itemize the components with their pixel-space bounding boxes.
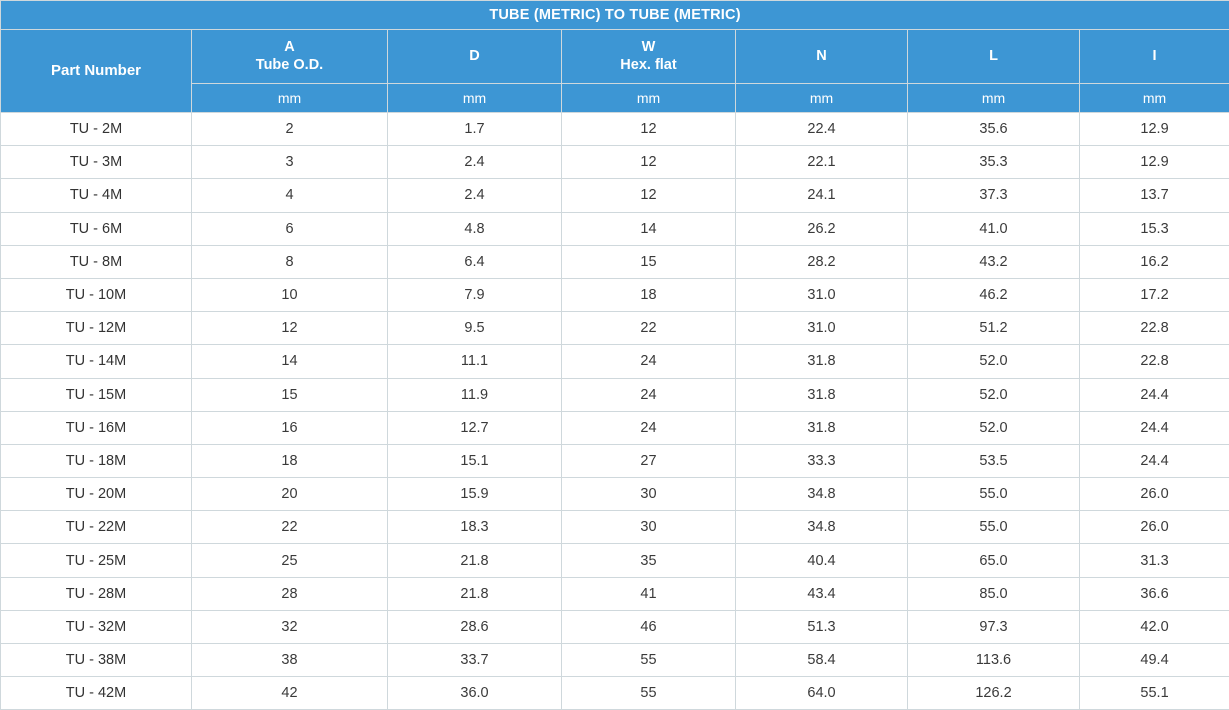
cell-d: 15.1 xyxy=(388,444,562,477)
cell-part-number: TU - 18M xyxy=(1,444,192,477)
cell-d: 36.0 xyxy=(388,677,562,710)
cell-l: 51.2 xyxy=(908,312,1080,345)
cell-l: 52.0 xyxy=(908,411,1080,444)
cell-w: 18 xyxy=(562,278,736,311)
table-row xyxy=(1,378,1229,411)
cell-part-number: TU - 10M xyxy=(1,278,192,311)
column-header-i xyxy=(1080,30,1229,84)
cell-a: 15 xyxy=(192,378,388,411)
cell-l: 35.6 xyxy=(908,113,1080,146)
cell-l: 113.6 xyxy=(908,644,1080,677)
cell-l: 97.3 xyxy=(908,610,1080,643)
table-row xyxy=(1,511,1229,544)
cell-part-number: TU - 8M xyxy=(1,245,192,278)
cell-l: 46.2 xyxy=(908,278,1080,311)
cell-i: 22.8 xyxy=(1080,345,1229,378)
unit-i: mm xyxy=(1080,84,1229,113)
table-body xyxy=(1,113,1229,710)
cell-n: 31.8 xyxy=(736,411,908,444)
cell-l: 52.0 xyxy=(908,378,1080,411)
cell-a: 28 xyxy=(192,577,388,610)
column-header-n xyxy=(736,30,908,84)
column-header-w xyxy=(562,30,736,84)
cell-i: 24.4 xyxy=(1080,444,1229,477)
cell-w: 55 xyxy=(562,677,736,710)
cell-l: 126.2 xyxy=(908,677,1080,710)
cell-n: 58.4 xyxy=(736,644,908,677)
cell-part-number: TU - 12M xyxy=(1,312,192,345)
cell-w: 24 xyxy=(562,411,736,444)
cell-a: 10 xyxy=(192,278,388,311)
table-row xyxy=(1,478,1229,511)
table-row xyxy=(1,644,1229,677)
cell-d: 33.7 xyxy=(388,644,562,677)
cell-w: 12 xyxy=(562,146,736,179)
cell-i: 36.6 xyxy=(1080,577,1229,610)
column-header-w-sublabel: Hex. flat xyxy=(562,57,735,75)
cell-i: 55.1 xyxy=(1080,677,1229,710)
cell-i: 15.3 xyxy=(1080,212,1229,245)
cell-d: 9.5 xyxy=(388,312,562,345)
cell-d: 4.8 xyxy=(388,212,562,245)
cell-d: 7.9 xyxy=(388,278,562,311)
table-row xyxy=(1,278,1229,311)
cell-i: 12.9 xyxy=(1080,113,1229,146)
cell-n: 28.2 xyxy=(736,245,908,278)
cell-part-number: TU - 4M xyxy=(1,179,192,212)
cell-w: 55 xyxy=(562,644,736,677)
unit-l: mm xyxy=(908,84,1080,113)
cell-d: 11.1 xyxy=(388,345,562,378)
cell-w: 24 xyxy=(562,378,736,411)
column-header-l xyxy=(908,30,1080,84)
cell-l: 85.0 xyxy=(908,577,1080,610)
cell-n: 31.0 xyxy=(736,312,908,345)
column-header-n-label: N xyxy=(816,48,826,64)
cell-w: 12 xyxy=(562,113,736,146)
column-header-d xyxy=(388,30,562,84)
cell-l: 35.3 xyxy=(908,146,1080,179)
table-row xyxy=(1,245,1229,278)
cell-w: 30 xyxy=(562,478,736,511)
cell-a: 6 xyxy=(192,212,388,245)
table-row xyxy=(1,312,1229,345)
cell-d: 6.4 xyxy=(388,245,562,278)
table-row xyxy=(1,345,1229,378)
cell-a: 12 xyxy=(192,312,388,345)
cell-a: 20 xyxy=(192,478,388,511)
cell-n: 40.4 xyxy=(736,544,908,577)
table-header xyxy=(1,1,1229,113)
cell-a: 4 xyxy=(192,179,388,212)
cell-w: 35 xyxy=(562,544,736,577)
unit-n: mm xyxy=(736,84,908,113)
cell-i: 31.3 xyxy=(1080,544,1229,577)
cell-l: 43.2 xyxy=(908,245,1080,278)
cell-n: 43.4 xyxy=(736,577,908,610)
cell-d: 12.7 xyxy=(388,411,562,444)
cell-n: 31.8 xyxy=(736,378,908,411)
cell-part-number: TU - 32M xyxy=(1,610,192,643)
cell-w: 24 xyxy=(562,345,736,378)
column-header-a-label: A xyxy=(284,39,294,55)
cell-a: 8 xyxy=(192,245,388,278)
cell-a: 32 xyxy=(192,610,388,643)
unit-a: mm xyxy=(192,84,388,113)
cell-part-number: TU - 15M xyxy=(1,378,192,411)
cell-a: 25 xyxy=(192,544,388,577)
cell-i: 16.2 xyxy=(1080,245,1229,278)
cell-n: 51.3 xyxy=(736,610,908,643)
table-row xyxy=(1,610,1229,643)
cell-a: 42 xyxy=(192,677,388,710)
table-row xyxy=(1,146,1229,179)
cell-l: 55.0 xyxy=(908,511,1080,544)
cell-l: 37.3 xyxy=(908,179,1080,212)
cell-part-number: TU - 20M xyxy=(1,478,192,511)
table-row xyxy=(1,113,1229,146)
cell-i: 42.0 xyxy=(1080,610,1229,643)
cell-l: 52.0 xyxy=(908,345,1080,378)
cell-part-number: TU - 38M xyxy=(1,644,192,677)
cell-a: 3 xyxy=(192,146,388,179)
column-header-d-label: D xyxy=(469,48,479,64)
cell-n: 22.4 xyxy=(736,113,908,146)
table-row xyxy=(1,444,1229,477)
cell-i: 26.0 xyxy=(1080,478,1229,511)
table-row xyxy=(1,577,1229,610)
cell-d: 18.3 xyxy=(388,511,562,544)
cell-i: 12.9 xyxy=(1080,146,1229,179)
cell-w: 46 xyxy=(562,610,736,643)
table-row xyxy=(1,212,1229,245)
cell-d: 21.8 xyxy=(388,577,562,610)
cell-i: 24.4 xyxy=(1080,378,1229,411)
cell-i: 17.2 xyxy=(1080,278,1229,311)
cell-w: 30 xyxy=(562,511,736,544)
cell-n: 31.0 xyxy=(736,278,908,311)
cell-d: 28.6 xyxy=(388,610,562,643)
column-header-a-sublabel: Tube O.D. xyxy=(192,57,387,75)
table-row xyxy=(1,411,1229,444)
cell-i: 13.7 xyxy=(1080,179,1229,212)
column-header-w-label: W xyxy=(642,39,656,55)
table-column-header-row xyxy=(1,30,1229,84)
unit-w: mm xyxy=(562,84,736,113)
cell-part-number: TU - 28M xyxy=(1,577,192,610)
cell-n: 34.8 xyxy=(736,511,908,544)
column-header-a xyxy=(192,30,388,84)
cell-part-number: TU - 16M xyxy=(1,411,192,444)
unit-d: mm xyxy=(388,84,562,113)
cell-a: 38 xyxy=(192,644,388,677)
cell-part-number: TU - 3M xyxy=(1,146,192,179)
cell-w: 12 xyxy=(562,179,736,212)
cell-n: 24.1 xyxy=(736,179,908,212)
cell-a: 18 xyxy=(192,444,388,477)
cell-part-number: TU - 14M xyxy=(1,345,192,378)
cell-w: 14 xyxy=(562,212,736,245)
cell-d: 15.9 xyxy=(388,478,562,511)
table-row xyxy=(1,544,1229,577)
cell-i: 26.0 xyxy=(1080,511,1229,544)
cell-l: 55.0 xyxy=(908,478,1080,511)
cell-i: 24.4 xyxy=(1080,411,1229,444)
column-header-part-number: Part Number xyxy=(1,30,192,113)
column-header-i-label: I xyxy=(1153,48,1157,64)
cell-d: 21.8 xyxy=(388,544,562,577)
cell-l: 41.0 xyxy=(908,212,1080,245)
cell-n: 33.3 xyxy=(736,444,908,477)
cell-n: 26.2 xyxy=(736,212,908,245)
cell-part-number: TU - 6M xyxy=(1,212,192,245)
cell-n: 31.8 xyxy=(736,345,908,378)
cell-a: 2 xyxy=(192,113,388,146)
cell-w: 27 xyxy=(562,444,736,477)
cell-d: 2.4 xyxy=(388,146,562,179)
cell-part-number: TU - 22M xyxy=(1,511,192,544)
cell-n: 34.8 xyxy=(736,478,908,511)
cell-n: 64.0 xyxy=(736,677,908,710)
cell-part-number: TU - 42M xyxy=(1,677,192,710)
cell-w: 41 xyxy=(562,577,736,610)
cell-d: 11.9 xyxy=(388,378,562,411)
cell-part-number: TU - 25M xyxy=(1,544,192,577)
cell-l: 53.5 xyxy=(908,444,1080,477)
cell-a: 22 xyxy=(192,511,388,544)
table-row xyxy=(1,179,1229,212)
cell-i: 49.4 xyxy=(1080,644,1229,677)
cell-l: 65.0 xyxy=(908,544,1080,577)
column-header-l-label: L xyxy=(989,48,998,64)
cell-n: 22.1 xyxy=(736,146,908,179)
cell-w: 15 xyxy=(562,245,736,278)
cell-a: 14 xyxy=(192,345,388,378)
table-title-row xyxy=(1,1,1229,30)
cell-a: 16 xyxy=(192,411,388,444)
cell-d: 1.7 xyxy=(388,113,562,146)
cell-i: 22.8 xyxy=(1080,312,1229,345)
table-title: TUBE (METRIC) TO TUBE (METRIC) xyxy=(1,1,1229,30)
cell-w: 22 xyxy=(562,312,736,345)
cell-d: 2.4 xyxy=(388,179,562,212)
cell-part-number: TU - 2M xyxy=(1,113,192,146)
